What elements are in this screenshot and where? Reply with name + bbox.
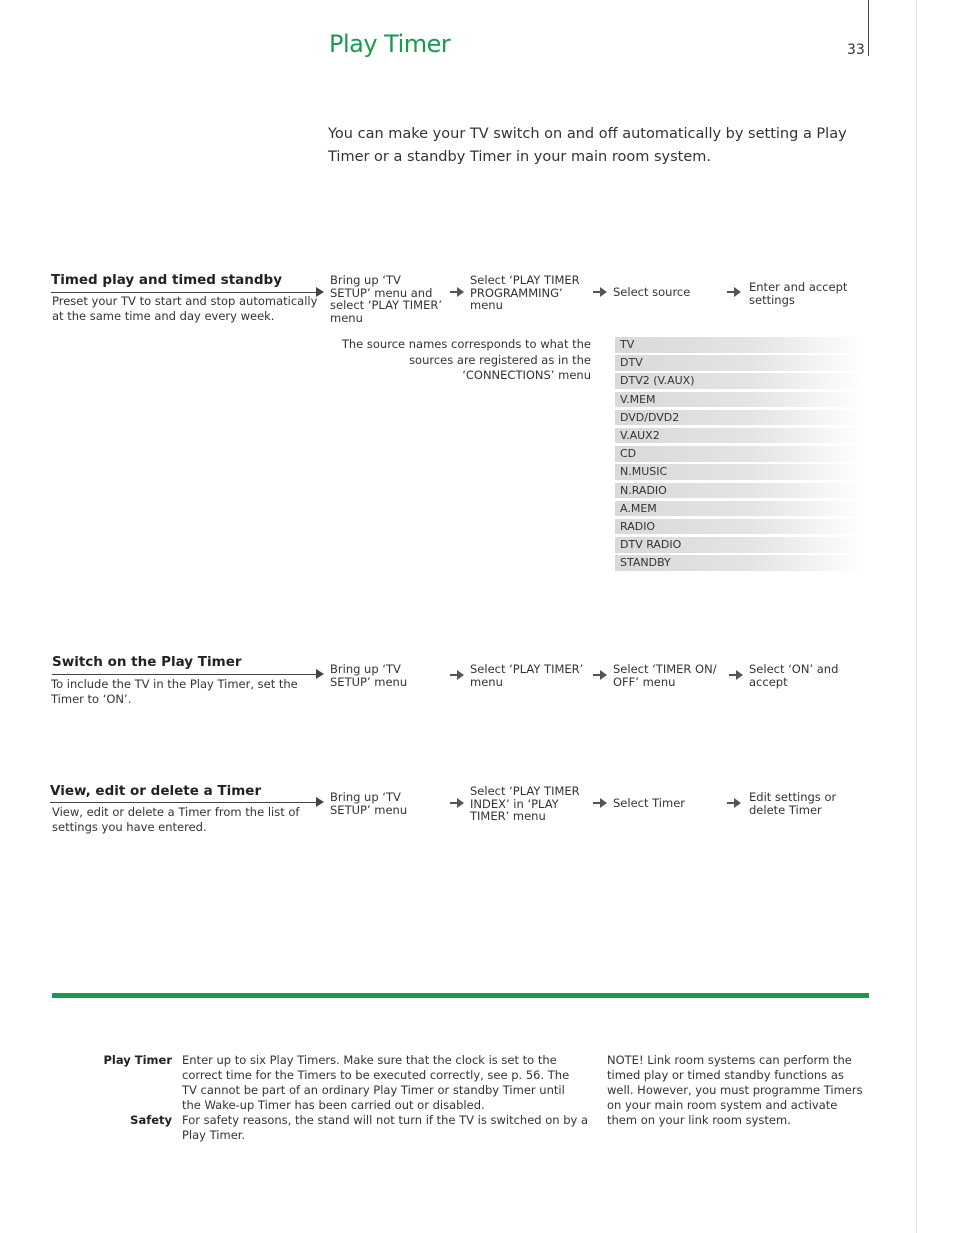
section-description: View, edit or delete a Timer from the list of settings you have entered.	[52, 805, 300, 834]
step-4: Select ‘ON’ and accept	[749, 662, 839, 689]
page-title: Play Timer	[329, 30, 451, 58]
source-item: N.RADIO	[615, 483, 865, 499]
source-item: V.AUX2	[615, 428, 865, 444]
section-arrow-icon	[316, 669, 324, 679]
page-number: 33	[847, 42, 865, 58]
arrow-right-icon	[727, 287, 741, 297]
note-paragraph: NOTE! Link room systems can perform the timed play or timed standby functions as well. However, you must programme Timers on your main room system and activate them on your link room system.	[607, 1053, 863, 1127]
step-3: Select source	[613, 285, 691, 299]
arrow-right-icon	[450, 798, 464, 808]
page-edge-line	[868, 0, 869, 56]
source-item: N.MUSIC	[615, 464, 865, 480]
source-item: DTV	[615, 355, 865, 371]
step-1: Bring up ‘TV SETUP’ menu and select ‘PLAY TIMER’ menu	[330, 273, 442, 325]
source-item: DTV RADIO	[615, 537, 865, 553]
arrow-right-icon	[450, 670, 464, 680]
footer-divider	[52, 993, 869, 998]
intro-paragraph: You can make your TV switch on and off automatically by setting a Play Timer or a standby Timer in your main room system.	[328, 126, 847, 165]
source-item: CD	[615, 446, 865, 462]
section-rule	[50, 802, 316, 803]
section-arrow-icon	[316, 797, 324, 807]
source-item: DVD/DVD2	[615, 410, 865, 426]
arrow-right-icon	[593, 287, 607, 297]
arrow-right-icon	[450, 287, 464, 297]
section-description: Preset your TV to start and stop automatically at the same time and day every week.	[52, 294, 318, 323]
sources-list	[615, 337, 865, 573]
source-item: TV	[615, 337, 865, 353]
step-3: Select Timer	[613, 796, 686, 810]
arrow-right-icon	[729, 670, 743, 680]
section-heading: Switch on the Play Timer	[52, 654, 242, 670]
source-item: RADIO	[615, 519, 865, 535]
footnote-text-safety: For safety reasons, the stand will not turn if the TV is switched on by a Play Timer.	[182, 1113, 589, 1142]
arrow-right-icon	[593, 798, 607, 808]
source-item: STANDBY	[615, 555, 865, 571]
source-item: DTV2 (V.AUX)	[615, 373, 865, 389]
step-3: Select ‘TIMER ON/ OFF’ menu	[613, 662, 717, 689]
section-description: To include the TV in the Play Timer, set the Timer to ‘ON’.	[51, 677, 298, 706]
section-rule	[51, 292, 316, 293]
section-heading: Timed play and timed standby	[51, 272, 282, 288]
arrow-right-icon	[727, 798, 741, 808]
step-4: Enter and accept settings	[749, 280, 848, 307]
step-2: Select ‘PLAY TIMER INDEX’ in ‘PLAY TIMER’ menu	[470, 784, 580, 823]
arrow-right-icon	[593, 670, 607, 680]
source-item: V.MEM	[615, 392, 865, 408]
footnote-label-safety: Safety	[130, 1113, 172, 1127]
step-1: Bring up ‘TV SETUP’ menu	[330, 790, 408, 817]
section-heading: View, edit or delete a Timer	[50, 783, 262, 799]
source-item: A.MEM	[615, 501, 865, 517]
step-1: Bring up ‘TV SETUP’ menu	[330, 662, 408, 689]
step-2: Select ‘PLAY TIMER PROGRAMMING’ menu	[470, 273, 580, 312]
section-rule	[52, 674, 316, 675]
footnote-label-play-timer: Play Timer	[103, 1053, 172, 1067]
step-2: Select ‘PLAY TIMER’ menu	[470, 662, 584, 689]
step-4: Edit settings or delete Timer	[749, 790, 837, 817]
sources-note: The source names corresponds to what the sources are registered as in the ‘CONNECTIONS’ menu	[341, 337, 591, 382]
page-margin-line	[916, 0, 917, 1233]
footnote-text-play-timer: Enter up to six Play Timers. Make sure that the clock is set to the correct time for the Timers to be executed correctly, see p. 56. The TV cannot be part of an ordinary Play Timer or standby Timer until the Wake-up Timer has been carried out or disabled.	[182, 1053, 570, 1112]
